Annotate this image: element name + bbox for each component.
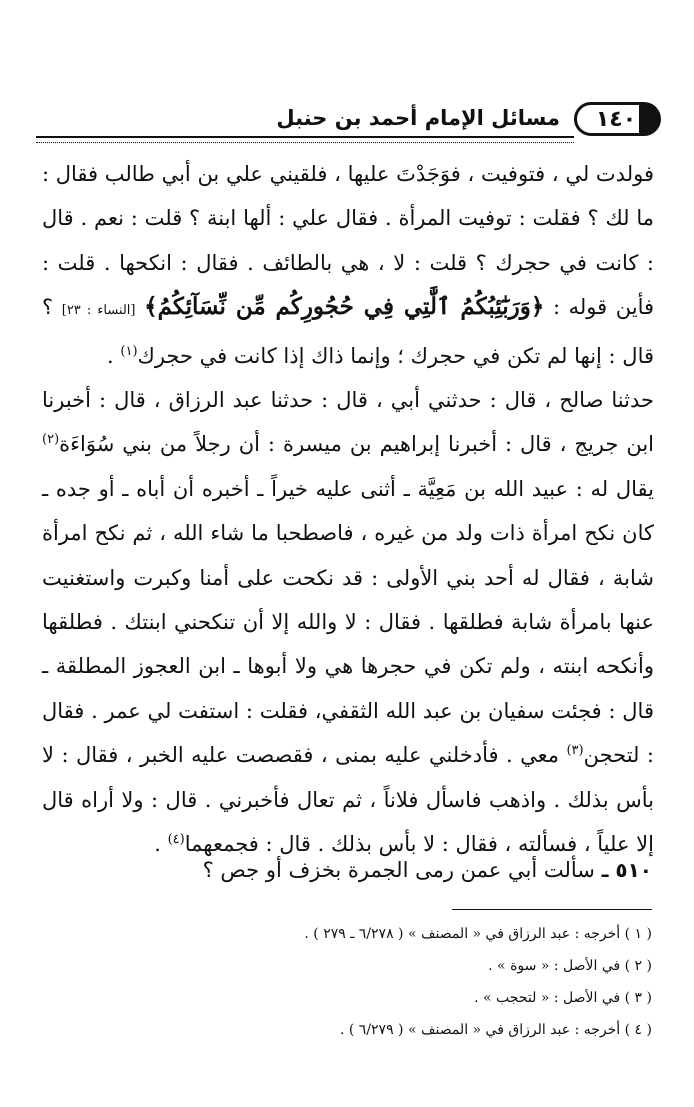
- page-number-badge: [574, 102, 658, 136]
- running-title: مسائل الإمام أحمد بن حنبل: [276, 106, 560, 130]
- main-text: [42, 152, 654, 867]
- paragraph-1: [42, 152, 654, 378]
- header-rule: [36, 136, 574, 143]
- footnote-marker-3[interactable]: (٣): [566, 743, 584, 759]
- quran-verse: ﴿وَرَبَٰٓئِبُكُمُ ٱلَّٰتِي فِي حُجُورِكُم مِّن نِّسَآئِكُمُ﴾: [144, 293, 545, 321]
- question-number: ٥١٠ ـ: [601, 858, 652, 882]
- footnote-marker-2[interactable]: (٢): [42, 432, 60, 448]
- footnote-2: ( ٢ ) في الأصل : « سوة » .: [488, 958, 652, 974]
- footnote-3: ( ٣ ) في الأصل : « لتحجب » .: [474, 990, 652, 1006]
- paragraph-2-text-a: حدثنا صالح ، قال : حدثني أبي ، قال : حدثنا عبد الرزاق ، قال : أخبرنا ابن جريج ، قال : أخبرنا إبراهيم بن ميسرة : أن رجلاً من بني سُوَاءَة: [42, 388, 654, 457]
- paragraph-2: [42, 378, 654, 866]
- footnote-1: ( ١ ) أخرجه : عبد الرزاق في « المصنف » ( ٦/٢٧٨ ـ ٢٧٩ ) .: [304, 926, 652, 942]
- question-text: سألت أبي عمن رمى الجمرة بخزف أو جص ؟: [202, 858, 595, 882]
- question-510: [40, 858, 652, 882]
- paragraph-1-end: .: [107, 343, 114, 368]
- page-number: ١٤٠: [595, 106, 637, 132]
- page-header: [36, 98, 658, 142]
- footnote-4: ( ٤ ) أخرجه : عبد الرزاق في « المصنف » ( ٦/٢٧٩ ) .: [339, 1022, 652, 1038]
- paragraph-2-end: .: [154, 832, 161, 857]
- quran-reference: [النساء : ٢٣]: [61, 303, 136, 319]
- paragraph-1-text: فولدت لي ، فتوفيت ، فوَجَدْتَ عليها ، فلقيني علي بن أبي طالب فقال : ما لك ؟ فقلت : توفيت المرأة . فقال علي : ألها ابنة ؟ قلت : نعم . قال : كانت في حجرك ؟ قلت : لا ، هي بالطائف . فقال : انكحها . قلت : فأين قوله :: [42, 162, 655, 320]
- footnotes: [40, 918, 652, 1046]
- paragraph-2-text-b: يقال له : عبيد الله بن مَعِيَّة ـ أثنى عليه خيراً ـ أخبره أن أباه ـ أو جده ـ كان نكح امرأة ذات ولد من غيره ، فاصطحبا ما شاء الله ، ثم نكح امرأة شابة ، فقال له أحد بني الأولى : قد نكحت على أمنا وكبرت واستغنيت عنها بامرأة شابة فطلقها . فقال : لا والله إلا أن تنكحني ابنتك . فطلقها وأنكحه ابنته ، ولم تكن في حجرها هي ولا أبوها ـ ابن العجوز المطلقة ـ قال : فجئت سفيان بن عبد الله الثقفي، فقلت : استفت لي عمر . فقال : لتحجن: [42, 476, 654, 768]
- footnote-marker-4[interactable]: (٤): [167, 832, 185, 848]
- paragraph-2-text-c: معي . فأدخلني عليه بمنى ، فقصصت عليه الخبر ، فقال : لا بأس بذلك . واذهب فاسأل فلاناً ، ثم تعال فأخبرني . قال : ولا أراه قال إلا علياً ، فسألته ، فقال : لا بأس بذلك . قال : فجمعهما: [42, 743, 654, 857]
- footnote-marker-1[interactable]: (١): [120, 343, 138, 359]
- paragraph-1-text-b: ؟ قال : إنها لم تكن في حجرك ؛ وإنما ذاك إذا كانت في حجرك: [42, 295, 654, 368]
- footnote-separator: [452, 909, 652, 910]
